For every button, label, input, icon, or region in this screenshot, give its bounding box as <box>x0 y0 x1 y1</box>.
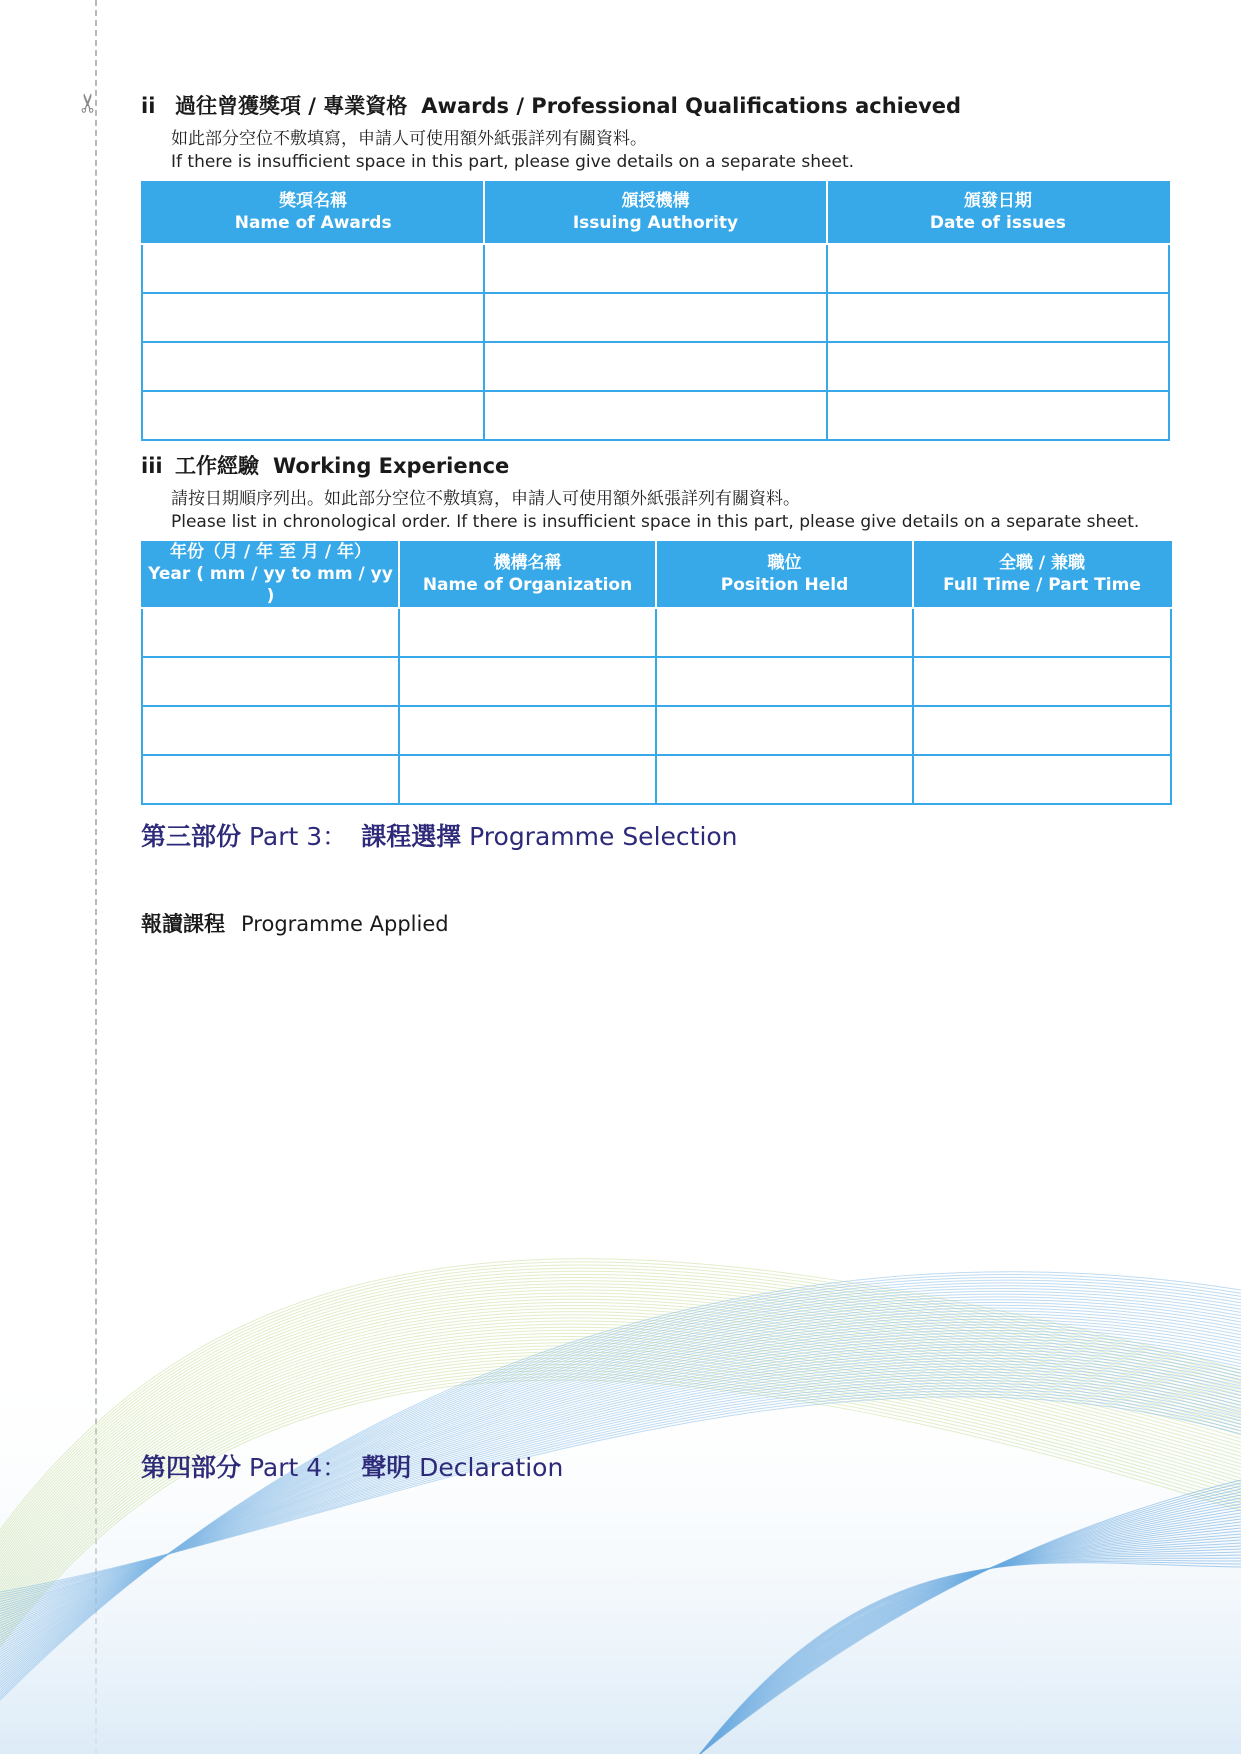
awards-col-authority: 頒授機構 Issuing Authority <box>484 181 826 244</box>
awards-title-zh: 過往曾獲獎項 / 專業資格 <box>175 94 408 118</box>
experience-table-row <box>142 755 1171 804</box>
awards-table-row <box>142 342 1169 391</box>
awards-col-date: 頒發日期 Date of issues <box>827 181 1169 244</box>
part4-label-zh: 第四部分 <box>141 1453 242 1482</box>
experience-header-row <box>142 541 1171 608</box>
experience-input-cell[interactable] <box>913 706 1171 755</box>
experience-input-cell[interactable] <box>913 755 1171 804</box>
experience-heading <box>141 450 509 480</box>
programme-applied-label <box>141 908 449 938</box>
experience-input-cell[interactable] <box>913 608 1171 657</box>
experience-col-type: 全職 / 兼職 Full Time / Part Time <box>913 541 1171 608</box>
part3-label-zh: 第三部份 <box>141 822 242 851</box>
awards-input-cell[interactable] <box>142 293 484 342</box>
experience-input-cell[interactable] <box>399 657 656 706</box>
awards-input-cell[interactable] <box>827 391 1169 440</box>
experience-table <box>141 541 1172 805</box>
experience-note-zh: 請按日期順序列出。如此部分空位不敷填寫，申請人可使用額外紙張詳列有關資料。 <box>171 489 800 509</box>
experience-input-cell[interactable] <box>142 657 399 706</box>
awards-header-row <box>142 181 1169 244</box>
part4-label-en: Part 4： <box>248 1453 348 1482</box>
awards-col-name: 獎項名稱 Name of Awards <box>142 181 484 244</box>
awards-table-row <box>142 391 1169 440</box>
experience-title-zh: 工作經驗 <box>175 454 259 478</box>
awards-table-row <box>142 293 1169 342</box>
awards-note-en: If there is insufficient space in this part, please give details on a separate sheet. <box>171 152 855 172</box>
awards-input-cell[interactable] <box>827 244 1169 293</box>
awards-input-cell[interactable] <box>484 391 826 440</box>
experience-note-en: Please list in chronological order. If there is insufficient space in this part, please give details on a separate sheet. <box>171 512 1140 532</box>
part4-heading <box>141 1448 563 1484</box>
awards-input-cell[interactable] <box>827 293 1169 342</box>
experience-col-year: 年份（月 / 年 至 月 / 年） Year ( mm / yy to mm / yy ) <box>142 541 399 608</box>
experience-title-en: Working Experience <box>273 454 510 478</box>
awards-title-en: Awards / Professional Qualifications achieved <box>421 94 962 118</box>
awards-input-cell[interactable] <box>142 391 484 440</box>
awards-section-number: ii <box>141 94 156 118</box>
awards-heading <box>141 90 961 120</box>
part3-title-en: Programme Selection <box>469 822 738 851</box>
experience-section-number: iii <box>141 454 163 478</box>
awards-input-cell[interactable] <box>484 293 826 342</box>
experience-input-cell[interactable] <box>656 706 913 755</box>
awards-table-row <box>142 244 1169 293</box>
experience-input-cell[interactable] <box>142 706 399 755</box>
scissors-icon: ✂ <box>73 92 104 114</box>
awards-input-cell[interactable] <box>827 342 1169 391</box>
awards-note-zh: 如此部分空位不敷填寫，申請人可使用額外紙張詳列有關資料。 <box>171 129 647 149</box>
part3-label-en: Part 3： <box>248 822 348 851</box>
experience-input-cell[interactable] <box>913 657 1171 706</box>
experience-input-cell[interactable] <box>399 608 656 657</box>
experience-input-cell[interactable] <box>656 657 913 706</box>
experience-table-row <box>142 608 1171 657</box>
experience-col-position: 職位 Position Held <box>656 541 913 608</box>
experience-col-organization: 機構名稱 Name of Organization <box>399 541 656 608</box>
awards-input-cell[interactable] <box>142 244 484 293</box>
experience-table-row <box>142 706 1171 755</box>
experience-input-cell[interactable] <box>656 755 913 804</box>
awards-input-cell[interactable] <box>142 342 484 391</box>
experience-input-cell[interactable] <box>656 608 913 657</box>
part4-title-en: Declaration <box>419 1453 564 1482</box>
part3-heading <box>141 817 738 853</box>
background-wave-art <box>0 1230 1241 1754</box>
experience-input-cell[interactable] <box>399 706 656 755</box>
part4-title-zh: 聲明 <box>361 1453 412 1482</box>
awards-table <box>141 181 1170 441</box>
programme-applied-zh: 報讀課程 <box>141 912 225 936</box>
part3-title-zh: 課程選擇 <box>361 822 462 851</box>
experience-input-cell[interactable] <box>399 755 656 804</box>
programme-applied-en: Programme Applied <box>241 912 449 936</box>
awards-input-cell[interactable] <box>484 342 826 391</box>
experience-input-cell[interactable] <box>142 755 399 804</box>
awards-input-cell[interactable] <box>484 244 826 293</box>
experience-input-cell[interactable] <box>142 608 399 657</box>
experience-table-row <box>142 657 1171 706</box>
